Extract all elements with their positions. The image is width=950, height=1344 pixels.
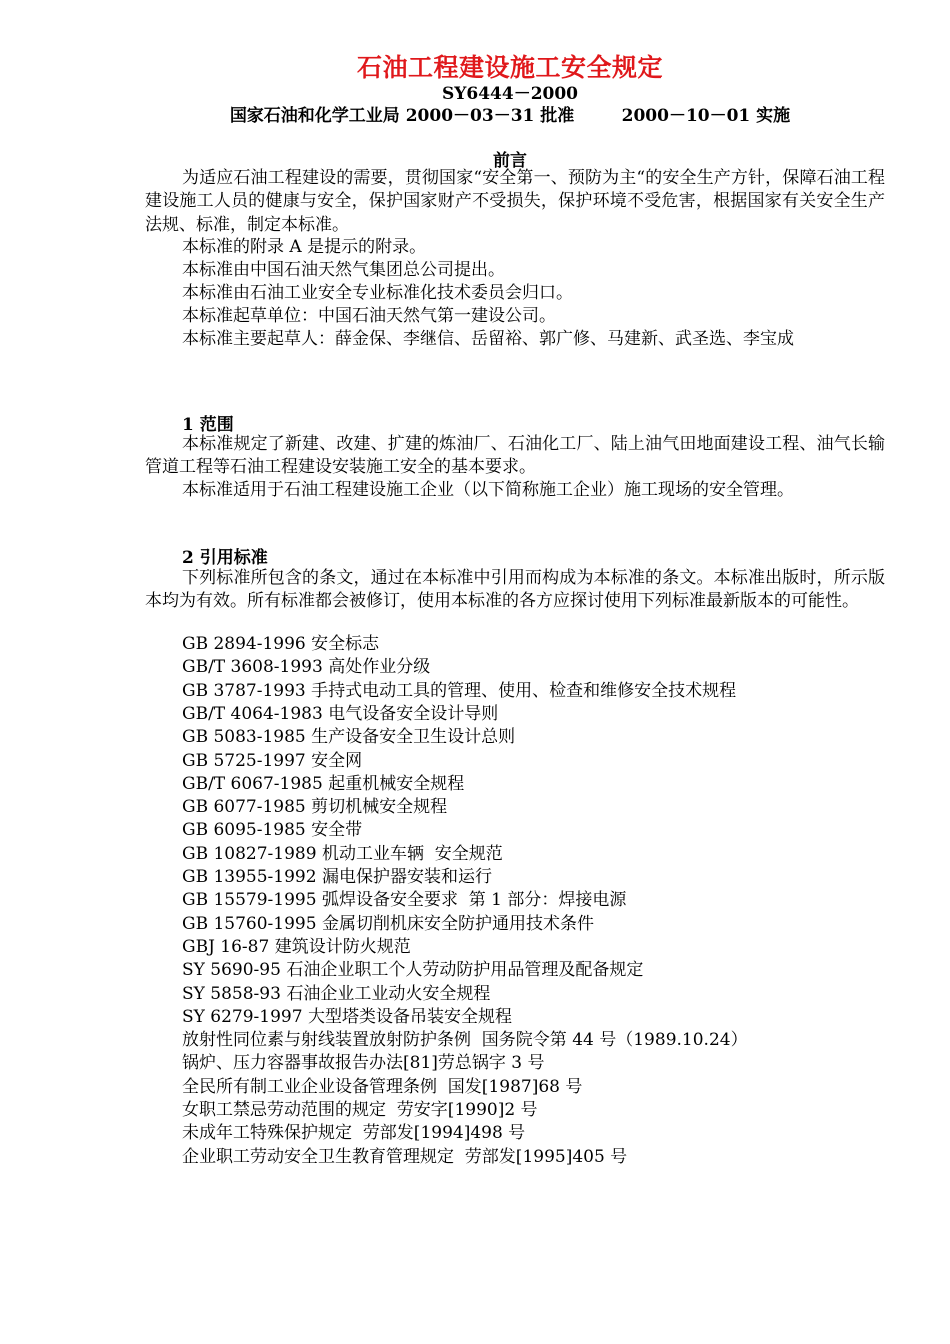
standard-reference-item: SY 5690-95 石油企业职工个人劳动防护用品管理及配备规定 (182, 960, 644, 981)
foreword-line: 本标准由中国石油天然气集团总公司提出。 (182, 260, 505, 280)
standard-reference-item: 放射性同位素与射线装置放射防护条例 国务院令第 44 号（1989.10.24） (182, 1030, 748, 1051)
standard-reference-item: GB 3787-1993 手持式电动工具的管理、使用、检查和维修安全技术规程 (182, 680, 737, 701)
standard-reference-item: GB/T 3608-1993 高处作业分级 (182, 657, 431, 678)
section1-heading: 1 范围 (182, 415, 234, 435)
standard-reference-item: 未成年工特殊保护规定 劳部发[1994]498 号 (182, 1123, 526, 1144)
foreword-line: 本标准主要起草人：薛金保、李继信、岳留裕、郭广修、马建新、武圣选、李宝成 (182, 329, 794, 349)
standard-reference-item: GB 6095-1985 安全带 (182, 820, 363, 841)
section1-paragraph: 本标准规定了新建、改建、扩建的炼油厂、石油化工厂、陆上油气田地面建设工程、油气长输管道工程等石油工程建设安装施工安全的基本要求。 (145, 434, 885, 478)
standard-reference-item: SY 5858-93 石油企业工业动火安全规程 (182, 983, 491, 1004)
standard-reference-item: GB 5083-1985 生产设备安全卫生设计总则 (182, 727, 516, 748)
foreword-line: 本标准的附录 A 是提示的附录。 (182, 237, 427, 257)
document-title: 石油工程建设施工安全规定 (356, 53, 663, 82)
section2-paragraph: 下列标准所包含的条文，通过在本标准中引用而构成为本标准的条文。本标准出版时，所示版本均为有效。所有标准都会被修订，使用本标准的各方应探讨使用下列标准最新版本的可能性。 (145, 568, 885, 612)
approval-line: 国家石油和化学工业局 2000－03－31 批准 2000－10－01 实施 (229, 106, 791, 126)
standard-reference-item: GB 6077-1985 剪切机械安全规程 (182, 797, 448, 818)
standard-code: SY6444－2000 (441, 84, 579, 104)
standard-reference-item: GB 5725-1997 安全网 (182, 750, 363, 771)
standard-reference-item: GB 10827-1989 机动工业车辆 安全规范 (182, 843, 503, 864)
standard-reference-item: GB/T 6067-1985 起重机械安全规程 (182, 773, 465, 794)
standard-reference-item: GB 2894-1996 安全标志 (182, 634, 380, 654)
standard-reference-item: 全民所有制工业企业设备管理条例 国发[1987]68 号 (182, 1076, 583, 1097)
standard-reference-item: GB 15579-1995 弧焊设备安全要求 第 1 部分：焊接电源 (182, 890, 627, 911)
standard-reference-item: GBJ 16-87 建筑设计防火规范 (182, 936, 411, 957)
foreword-line: 本标准由石油工业安全专业标准化技术委员会归口。 (182, 283, 573, 303)
standard-reference-item: 锅炉、压力容器事故报告办法[81]劳总锅字 3 号 (182, 1053, 545, 1074)
section2-heading: 2 引用标准 (182, 548, 268, 568)
standard-reference-item: GB/T 4064-1983 电气设备安全设计导则 (182, 703, 499, 724)
standard-reference-item: 企业职工劳动安全卫生教育管理规定 劳部发[1995]405 号 (182, 1146, 628, 1167)
standard-reference-item: GB 13955-1992 漏电保护器安装和运行 (182, 867, 492, 887)
standard-reference-item: SY 6279-1997 大型塔类设备吊装安全规程 (182, 1006, 512, 1027)
section1-line: 本标准适用于石油工程建设施工企业（以下简称施工企业）施工现场的安全管理。 (182, 480, 794, 500)
standard-reference-item: 女职工禁忌劳动范围的规定 劳安字[1990]2 号 (182, 1100, 538, 1120)
foreword-line: 本标准起草单位：中国石油天然气第一建设公司。 (182, 306, 556, 326)
standard-reference-item: GB 15760-1995 金属切削机床安全防护通用技术条件 (182, 913, 594, 934)
foreword-paragraph: 为适应石油工程建设的需要，贯彻国家“安全第一、预防为主“的安全生产方针，保障石油工程建设施工人员的健康与安全，保护国家财产不受损失，保护环境不受危害，根据国家有关安全生产法规、标准，制定本标准。 (145, 168, 885, 235)
foreword-heading: 前言 (493, 151, 527, 171)
